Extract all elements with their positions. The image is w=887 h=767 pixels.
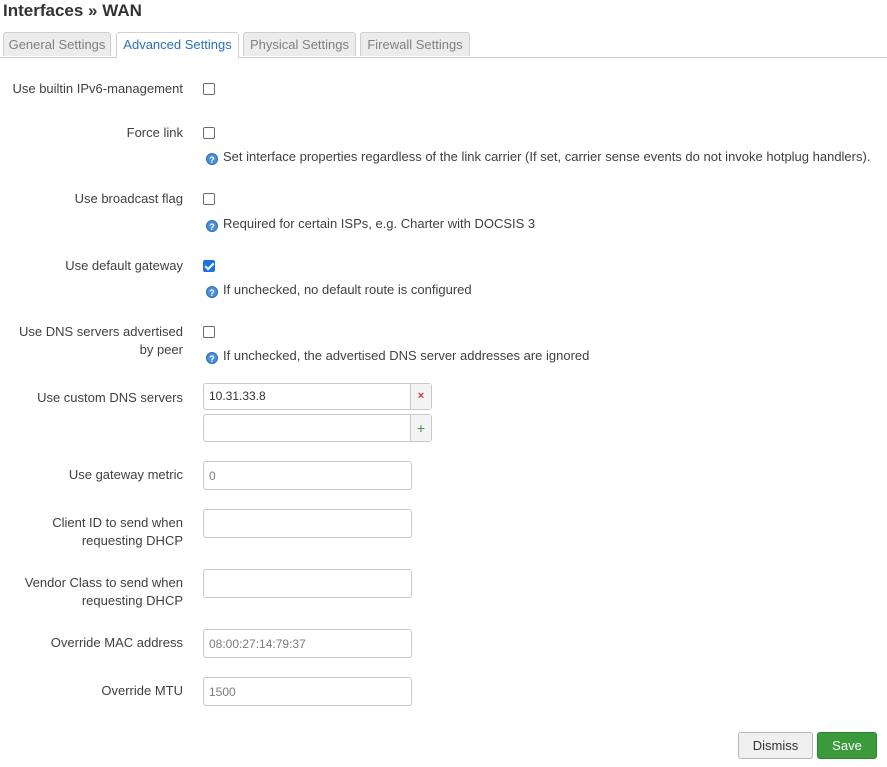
ipv6-management-label: Use builtin IPv6-management (12, 81, 183, 96)
default-gateway-help (206, 282, 472, 298)
custom-dns-entry[interactable] (203, 383, 432, 410)
help-icon: ? (206, 352, 218, 364)
force-link-checkbox[interactable] (203, 127, 215, 139)
save-button[interactable]: Save (817, 732, 877, 759)
mtu-label: Override MTU (101, 683, 183, 698)
client-id-label-line1: Client ID to send when (52, 515, 183, 530)
tab-bar (0, 32, 887, 58)
force-link-help-text: Set interface properties regardless of the link carrier (If set, carrier sense events do not invoke hotplug handlers). (223, 149, 871, 164)
peer-dns-label-line2: by peer (139, 342, 183, 357)
page-title: Interfaces » WAN (3, 1, 142, 20)
custom-dns-label: Use custom DNS servers (37, 390, 183, 405)
mac-address-input[interactable] (203, 629, 412, 658)
force-link-help (206, 149, 870, 165)
help-icon: ? (206, 153, 218, 165)
vendor-class-label-line1: Vendor Class to send when (24, 575, 183, 590)
default-gateway-label: Use default gateway (65, 258, 183, 273)
tab-physical-settings[interactable]: Physical Settings (243, 32, 356, 56)
remove-icon[interactable]: × (410, 384, 431, 409)
force-link-label: Force link (126, 125, 183, 140)
help-icon: ? (206, 220, 218, 232)
custom-dns-new-entry[interactable] (203, 414, 432, 442)
broadcast-flag-label: Use broadcast flag (74, 191, 183, 206)
gateway-metric-label: Use gateway metric (68, 467, 183, 482)
peer-dns-label (19, 323, 183, 359)
tab-general-settings[interactable]: General Settings (3, 32, 111, 56)
tab-advanced-settings[interactable]: Advanced Settings (116, 32, 239, 58)
help-icon: ? (206, 286, 218, 298)
tab-firewall-settings[interactable]: Firewall Settings (360, 32, 470, 56)
gateway-metric-input[interactable] (203, 461, 412, 490)
peer-dns-help-text: If unchecked, the advertised DNS server addresses are ignored (223, 348, 590, 363)
vendor-class-label-line2: requesting DHCP (81, 593, 183, 608)
mac-address-label: Override MAC address (50, 635, 183, 650)
peer-dns-label-line1: Use DNS servers advertised (19, 324, 183, 339)
add-icon[interactable]: + (410, 415, 431, 441)
ipv6-management-checkbox[interactable] (203, 83, 215, 95)
vendor-class-input[interactable] (203, 569, 412, 598)
dismiss-button[interactable]: Dismiss (738, 732, 813, 759)
vendor-class-label (25, 574, 183, 610)
peer-dns-checkbox[interactable] (203, 326, 215, 338)
mtu-input[interactable] (203, 677, 412, 706)
peer-dns-help (206, 348, 589, 364)
broadcast-flag-help-text: Required for certain ISPs, e.g. Charter with DOCSIS 3 (223, 216, 536, 231)
custom-dns-value: 10.31.33.8 (209, 389, 266, 403)
default-gateway-checkbox[interactable] (203, 260, 215, 272)
client-id-input[interactable] (203, 509, 412, 538)
client-id-label (52, 514, 183, 550)
broadcast-flag-help (206, 216, 535, 232)
client-id-label-line2: requesting DHCP (81, 533, 183, 548)
broadcast-flag-checkbox[interactable] (203, 193, 215, 205)
default-gateway-help-text: If unchecked, no default route is configured (223, 282, 472, 297)
